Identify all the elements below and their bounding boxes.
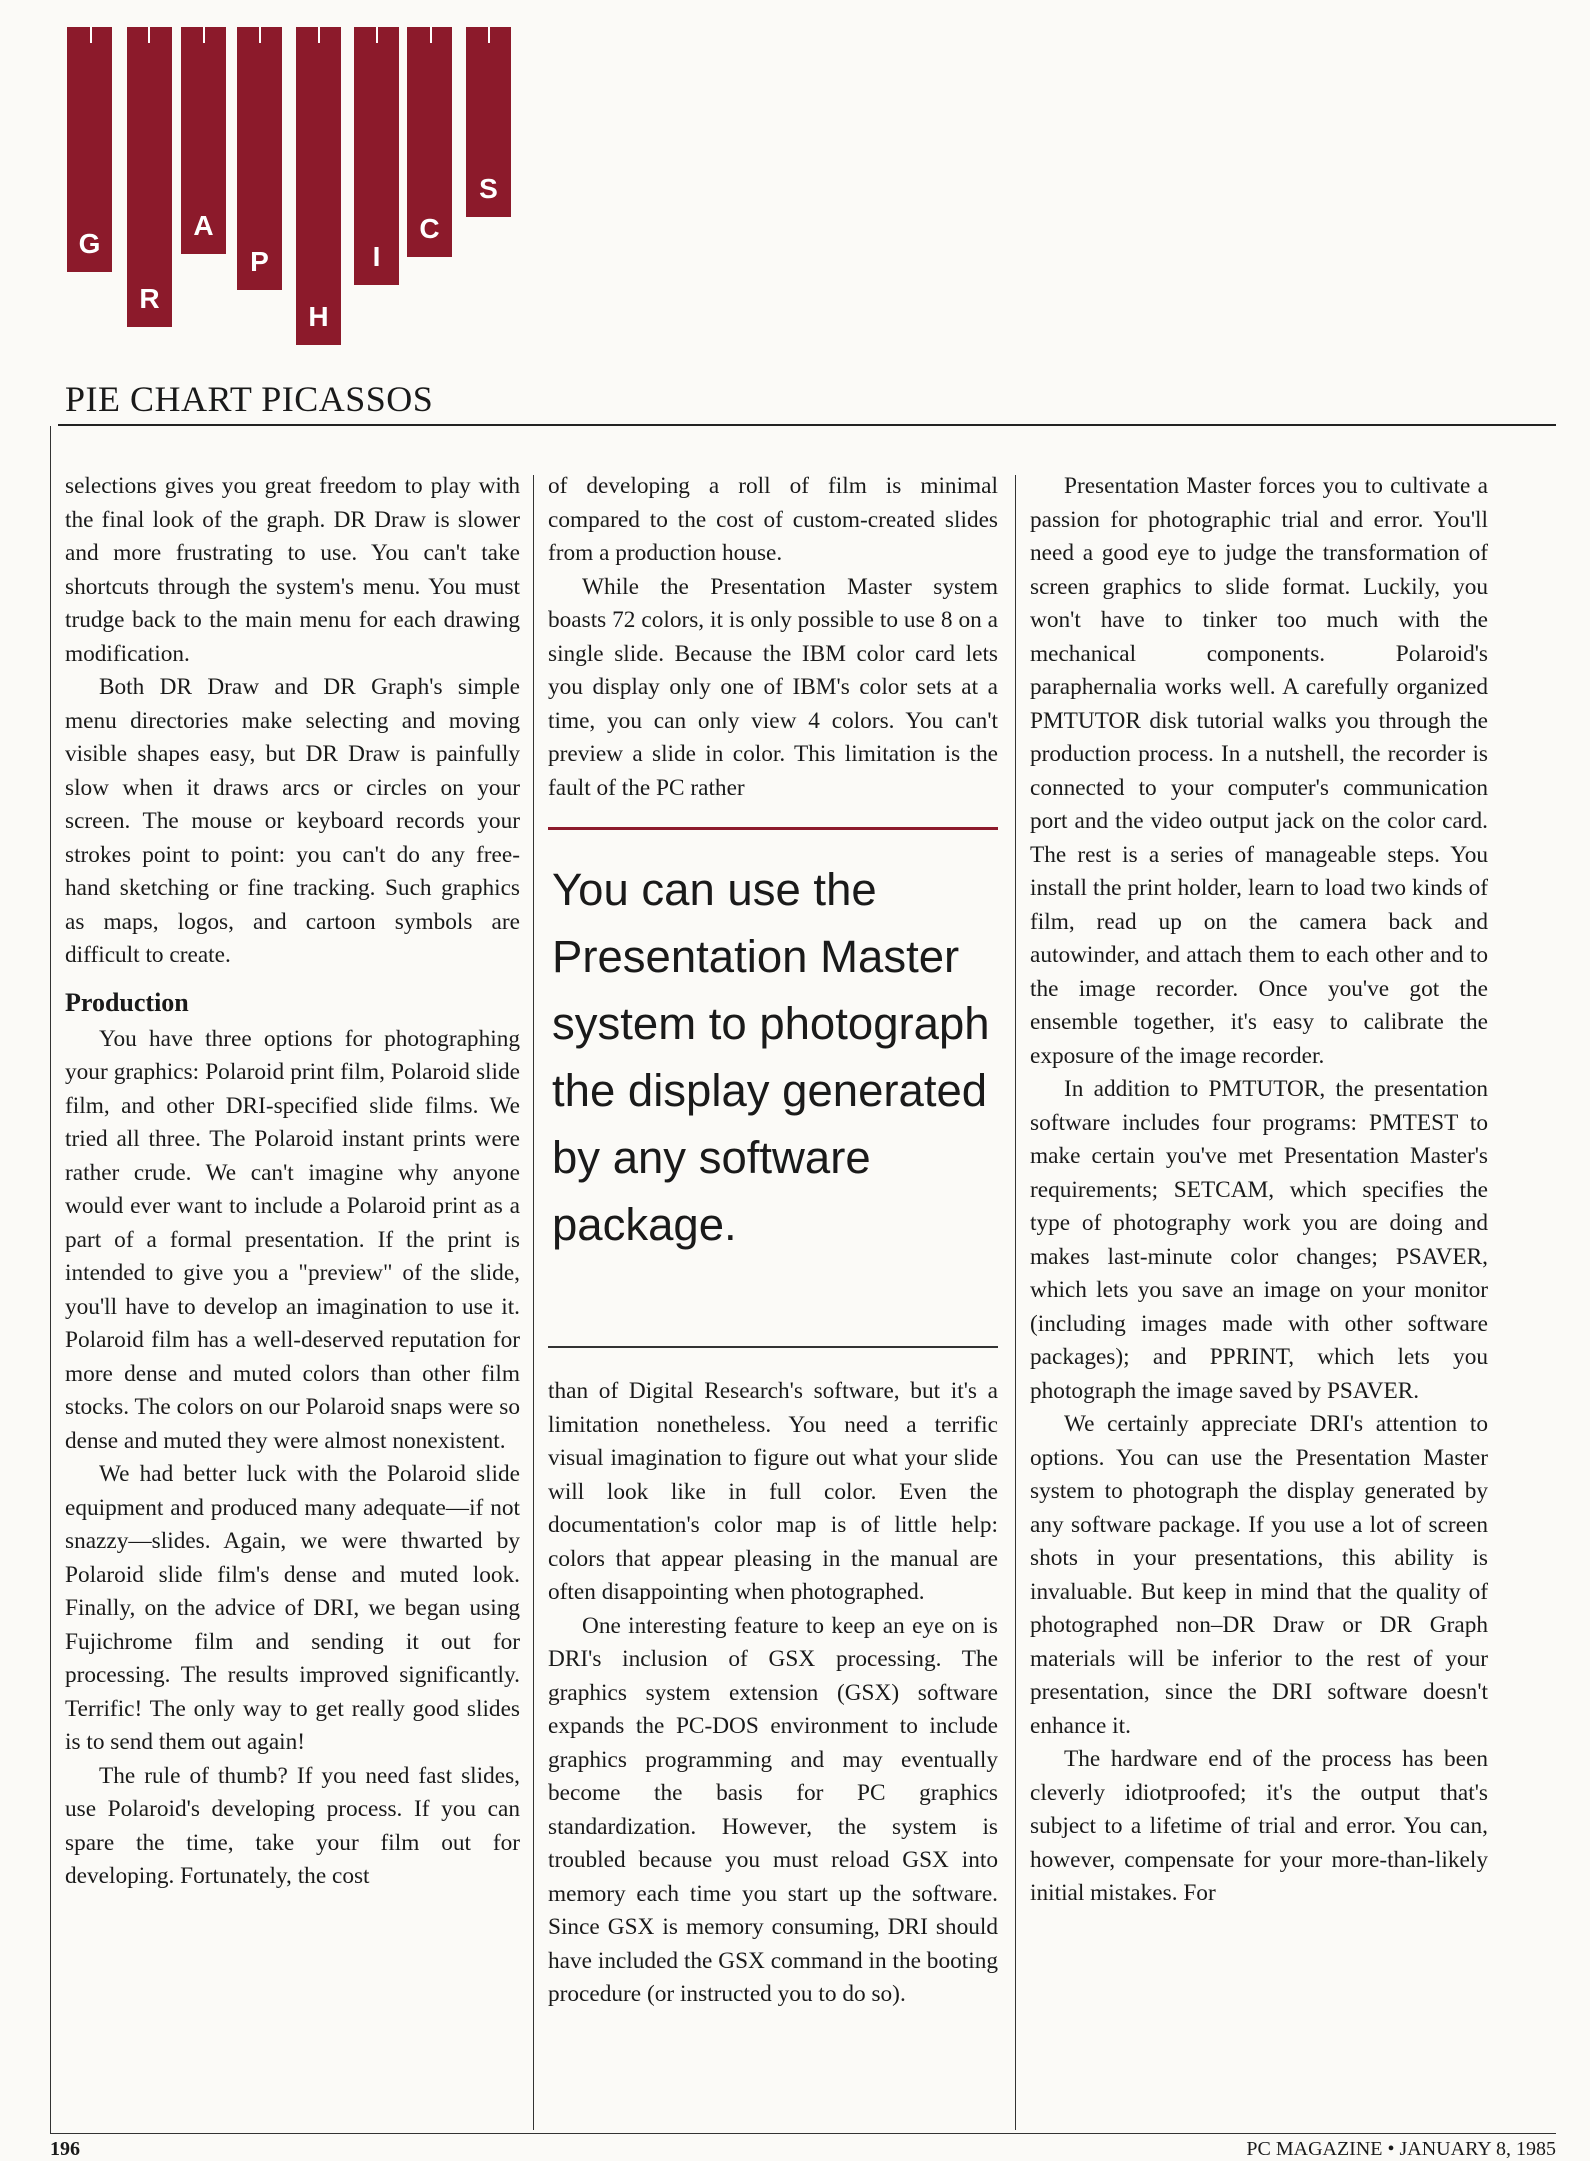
column-2-top: [548, 470, 998, 805]
logo-bar-s: [466, 27, 511, 217]
paragraph: We had better luck with the Polaroid slide equipment and produced many adequate—if not snazzy—slides. Again, we were thwarted by Polaroid slide film's dense and muted look. Finally, on the advice of DRI, we began using Fujichrome film and sending it out for processing. The results improved significantly. Terrific! The only way to get really good slides is to send them out again!: [65, 1461, 520, 1755]
paragraph: One interesting feature to keep an eye on is DRI's inclusion of GSX processing. The graphics system extension (GSX) software expands the PC-DOS environment to include graphics programming and may eventually become the basis for PC graphics standardization. However, the system is troubled because you must reload GSX into memory each time you start up the software. Since GSX is memory consuming, DRI should have included the GSX command in the booting procedure (or instructed you to do so).: [548, 1612, 998, 2007]
paragraph: While the Presentation Master system boasts 72 colors, it is only possible to use 8 on a single slide. Because the IBM color card lets you display only one of IBM's color sets at a time, you can only view 4 colors. You can't preview a slide in color. This limitation is the fault of the PC rather: [548, 573, 998, 801]
frame-left-rule: [50, 426, 51, 2134]
logo-bar-h: [296, 27, 341, 345]
paragraph: of developing a roll of film is minimal compared to the cost of custom-created slides from a production house.: [548, 473, 998, 566]
logo-tick: [148, 27, 150, 43]
subheading-production: Production: [65, 987, 189, 1017]
logo-letter-h: H: [308, 301, 329, 332]
title-rule: [58, 424, 1556, 426]
paragraph: than of Digital Research's software, but it's a limitation nonetheless. You need a terrific visual imagination to figure out what your slide will look like in full color. Even the documentation's color map is of little help: colors that appear pleasing in the manual are often disappointing when photographed.: [548, 1378, 998, 1605]
pull-quote: You can use the Presentation Master system to photograph the display generated by any software package.: [548, 827, 998, 1348]
paragraph: You have three options for photographing your graphics: Polaroid print film, Polaroid slide film, and other DRI-specified slide films. We tried all three. The Polaroid instant prints were rather crude. We can't imagine why anyone would ever want to include a Polaroid print as a part of a formal presentation. If the print is intended to give you a "preview" of the slide, you'll have to develop an imagination to use it. Polaroid film has a well-deserved reputation for more dense and muted colors than other film stocks. The colors on our Polaroid snaps were so dense and muted they were almost nonexistent.: [65, 1025, 520, 1454]
logo-tick: [318, 27, 320, 43]
logo-bar-i: [354, 27, 399, 285]
logo-letter-c: C: [419, 213, 440, 244]
logo-bar-g: [67, 27, 112, 272]
paragraph: The hardware end of the process has been cleverly idiotproofed; it's the output that's subject to a lifetime of trial and error. You can, however, compensate for your more-than-likely initial mistakes. For: [1030, 1746, 1488, 1906]
logo-bar-a: [181, 27, 226, 254]
section-title: PIE CHART PICASSOS: [65, 379, 434, 419]
column-3: [1030, 470, 1488, 1911]
page-number: 196: [50, 2138, 80, 2160]
logo-bar-c: [407, 27, 452, 257]
column-divider: [1015, 475, 1016, 2130]
logo-letter-p: P: [250, 246, 269, 277]
logo-letter-s: S: [479, 173, 498, 204]
logo-letter-a: A: [193, 210, 214, 241]
footer-credit: PC MAGAZINE • JANUARY 8, 1985: [1246, 2138, 1556, 2160]
column-1: [65, 470, 520, 1894]
paragraph: selections gives you great freedom to play with the final look of the graph. DR Draw is slower and more frustrating to use. You can't take shortcuts through the system's menu. You must trudge back to the main menu for each drawing modification.: [65, 473, 520, 667]
paragraph: In addition to PMTUTOR, the presentation software includes four programs: PMTEST to make certain you've met Presentation Master's requirements; SETCAM, which specifies the type of photography work you are doing and makes last-minute color changes; PSAVER, which lets you save an image on your monitor (including images made with other software packages); and PPRINT, which lets you photograph the image saved by PSAVER.: [1030, 1076, 1488, 1404]
logo-tick: [430, 27, 432, 43]
logo-letter-i: I: [372, 241, 381, 272]
logo-bar-r: [127, 27, 172, 327]
paragraph: The rule of thumb? If you need fast slides, use Polaroid's developing process. If you can spare the time, take your film out for developing. Fortunately, the cost: [65, 1762, 520, 1889]
logo-letter-g: G: [78, 228, 101, 259]
logo-tick: [259, 27, 261, 43]
logo-tick: [203, 27, 205, 43]
logo-tick: [488, 27, 490, 43]
column-divider: [533, 475, 534, 2130]
column-2-bottom: [548, 1375, 998, 2012]
logo-letter-r: R: [139, 283, 160, 314]
footer-rule: [50, 2133, 1556, 2134]
paragraph: Presentation Master forces you to cultivate a passion for photographic trial and error. You'll need a good eye to judge the transformation of screen graphics to slide format. Luckily, you won't have to tinker too much with the mechanical components. Polaroid's paraphernalia works well. A carefully organized PMTUTOR disk tutorial walks you through the production process. In a nutshell, the recorder is connected to your computer's communication port and the video output jack on the color card. The rest is a series of manageable steps. You install the print holder, learn to load two kinds of film, read up on the camera back and autowinder, and attach them to each other and to the image recorder. Once you've got the ensemble together, it's easy to calibrate the exposure of the image recorder.: [1030, 473, 1488, 1069]
logo-tick: [376, 27, 378, 43]
logo-bar-p: [237, 27, 282, 290]
logo-tick: [90, 27, 92, 43]
paragraph: We certainly appreciate DRI's attention to options. You can use the Presentation Master system to photograph the display generated by any software package. If you use a lot of screen shots in your presentations, this ability is invaluable. But keep in mind that the quality of photographed non–DR Draw or DR Graph materials will be inferior to the rest of your presentation, since the DRI software doesn't enhance it.: [1030, 1411, 1488, 1739]
paragraph: Both DR Draw and DR Graph's simple menu directories make selecting and moving visible shapes easy, but DR Draw is painfully slow when it draws arcs or circles on your screen. The mouse or keyboard records your strokes point to point: you can't do any free-hand sketching or fine tracking. Such graphics as maps, logos, and cartoon symbols are difficult to create.: [65, 674, 520, 968]
